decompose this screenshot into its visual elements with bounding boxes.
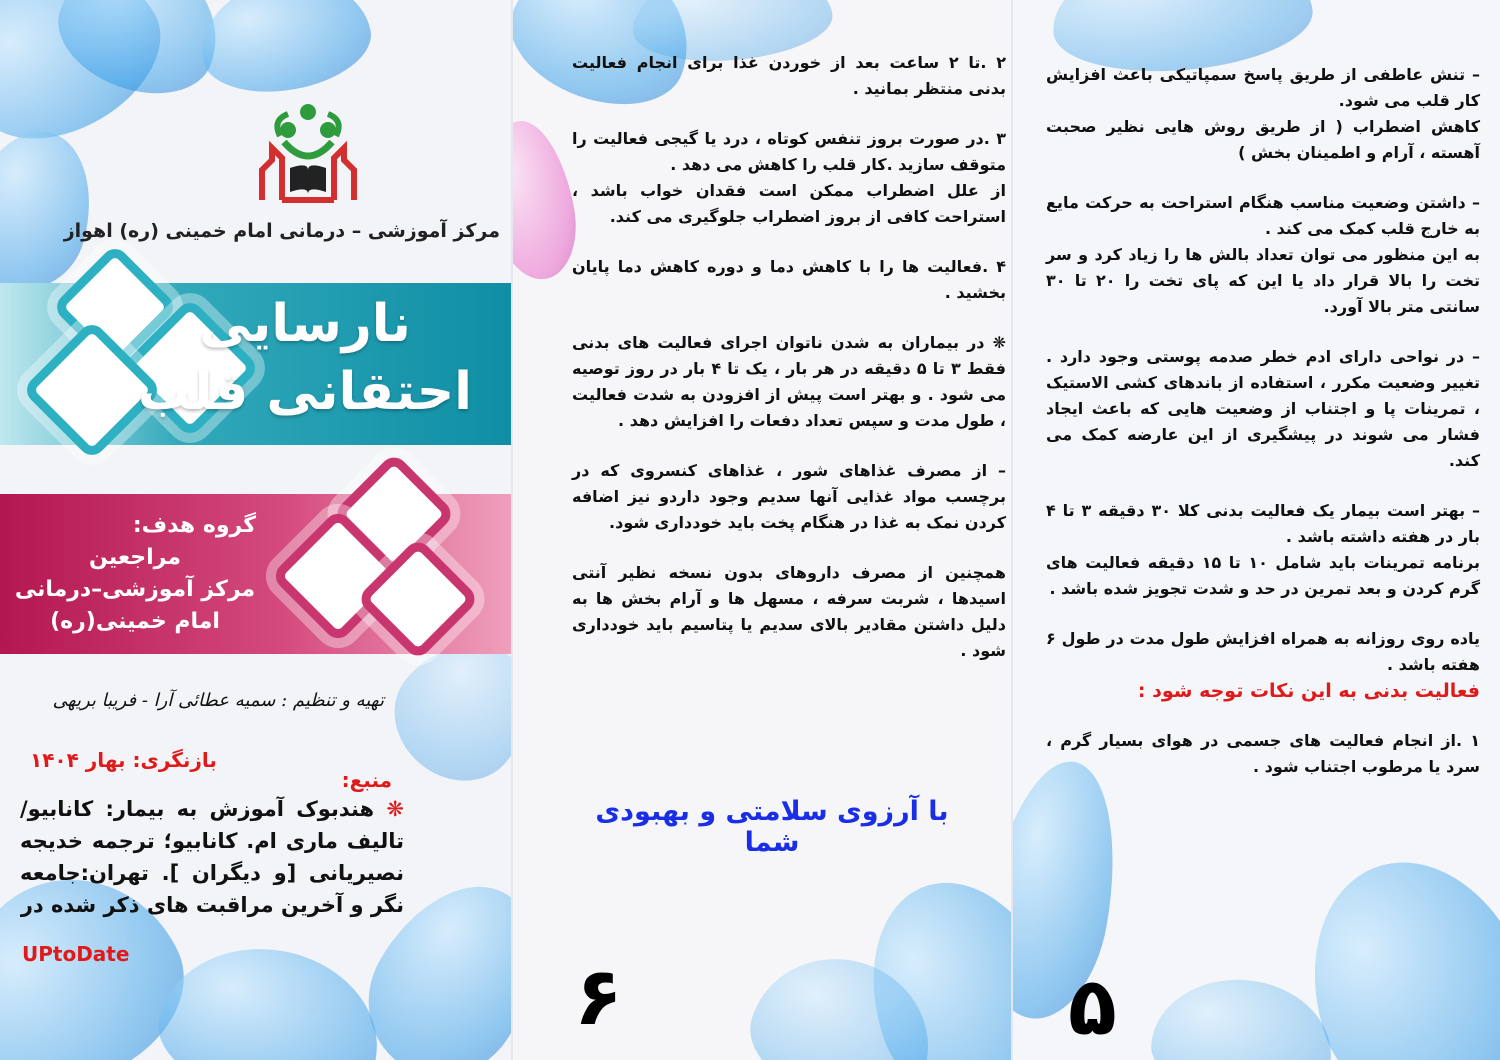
- paragraph: ۳ .در صورت بروز تنفس کوتاه ، درد یا گیجی فعالیت را متوقف سازید .کار قلب را کاهش می دهد . از علل اضطراب ممکن است فقدان خواب باشد ، استراحت کافی از بروز اضطراب جلوگیری می کند.: [572, 129, 1006, 226]
- paragraph: – تنش عاطفی از طریق پاسخ سمپاتیکی باعث افزایش کار قلب می شود. کاهش اضطراب ( از طریق روش هایی نظیر صحبت آهسته ، آرام و اطمینان بخش ): [1046, 65, 1480, 162]
- flower-decoration: [149, 932, 392, 1060]
- star-icon: ❋: [386, 797, 405, 821]
- logo-icon: [258, 100, 358, 210]
- paragraph: – داشتن وضعیت مناسب هنگام استراحت به حرکت مایع به خارج قلب کمک می کند . به این منظور می توان تعداد بالش ها را زیاد کرد و سر تخت را بالا قرار داد یا این که پای تخت را ۲۰ تا ۳۰ سانتی متر بالا آورد.: [1046, 193, 1481, 316]
- paragraph: یاده روی روزانه به همراه افزایش طول مدت در طول ۶ هفته باشد .: [1046, 629, 1480, 674]
- title-line-2: احتقانی قلب: [137, 362, 472, 422]
- source-text: هندبوک آموزش به بیمار: کانابیو/ تالیف ماری ام. کانابیو؛ ترجمه خدیجه نصیریانی [و دیگران ]. تهران:جامعه نگر و آخرین مراقبت های ذکر شده در: [20, 797, 404, 917]
- paragraph: – از مصرف غذاهای شور ، غذاهای کنسروی که در برچسب مواد غذایی آنها سدیم وجود داردو نیز اضافه کردن نمک به غذا در هنگام پخت باید خودداری شود.: [572, 461, 1006, 532]
- page-number: ۶: [574, 950, 623, 1043]
- paragraph: ۲ .تا ۲ ساعت بعد از خوردن غذا برای انجام فعالیت بدنی منتظر بمانید .: [572, 53, 1006, 98]
- section-heading: فعالیت بدنی به این نکات توجه شود :: [1137, 680, 1480, 702]
- paragraph: ۴ .فعالیت ها را با کاهش دما و دوره کاهش دما پایان بخشید .: [572, 257, 1006, 302]
- brochure-title: [138, 290, 472, 426]
- paragraph: – در نواحی دارای ادم خطر صدمه پوستی وجود دارد . تغییر وضعیت مکرر ، استفاده از باندهای کشی الاستیک ، تمرینات پا و اجتناب از وضعیت هایی که باعث ایجاد فشار می شوند در پیشگیری از این عارضه کمک می کند.: [1046, 347, 1480, 470]
- closing-wish: با آرزوی سلامتی و بهبودی شما: [595, 796, 949, 858]
- title-line-1: نارسایی: [199, 294, 411, 354]
- audience-line: مراجعین: [89, 545, 181, 570]
- org-logo: [258, 100, 358, 210]
- audience-label: گروه هدف:: [132, 513, 256, 538]
- page-6-content: [572, 50, 1006, 688]
- author-credit: تهیه و تنظیم : سمیه عطائی آرا - فریبا بریهی: [52, 690, 384, 711]
- fold-line: [511, 0, 513, 1060]
- revision-date: بازنگری: بهار ۱۴۰۴: [30, 748, 217, 772]
- paragraph: ۱ .از انجام فعالیت های جسمی در هوای بسیار گرم ، سرد یا مرطوب اجتناب شود .: [1046, 731, 1480, 776]
- paragraph: همچنین از مصرف داروهای بدون نسخه نظیر آنتی اسیدها ، شربت سرفه ، مسهل ها و آرام بخش ها به دلیل داشتن مقادیر بالای سدیم یا پتاسیم باید خودداری شود .: [572, 563, 1006, 660]
- target-audience: [10, 510, 260, 638]
- page-5-content: [1046, 62, 1480, 804]
- source-citation: [20, 793, 404, 921]
- cover-panel: [0, 0, 512, 1060]
- flower-decoration: [192, 0, 379, 104]
- audience-line: مرکز آموزشی–درمانی: [14, 577, 256, 602]
- page-6-panel: [512, 0, 1012, 1060]
- paragraph: ❋ در بیماران به شدن ناتوان اجرای فعالیت های بدنی فقط ۳ تا ۵ دقیقه در هر بار ، یک تا ۴ بار در روز توصیه می شود . و بهتر است پیش از افزودن به شدت فعالیت ، طول مدت و سپس تعداد دفعات را افزایش دهد .: [572, 333, 1007, 430]
- uptodate-source: UPtoDate: [22, 942, 130, 966]
- paragraph: – بهتر است بیمار یک فعالیت بدنی کلا ۳۰ دقیقه ۳ تا ۴ بار در هفته داشته باشد . برنامه تمرینات باید شامل ۱۰ تا ۱۵ دقیقه فعالیت های گرم کردن و بعد تمرین در حد و شدت تجویز شده باشد .: [1046, 501, 1481, 598]
- page-5-panel: [1012, 0, 1500, 1060]
- source-label: منبع:: [341, 768, 392, 792]
- flower-decoration: [1147, 972, 1337, 1060]
- fold-line: [1011, 0, 1013, 1060]
- org-name: مرکز آموزشی – درمانی امام خمینی (ره) اهواز: [63, 220, 500, 242]
- audience-line: امام خمینی(ره): [50, 609, 220, 634]
- page-number: ۵: [1068, 960, 1117, 1053]
